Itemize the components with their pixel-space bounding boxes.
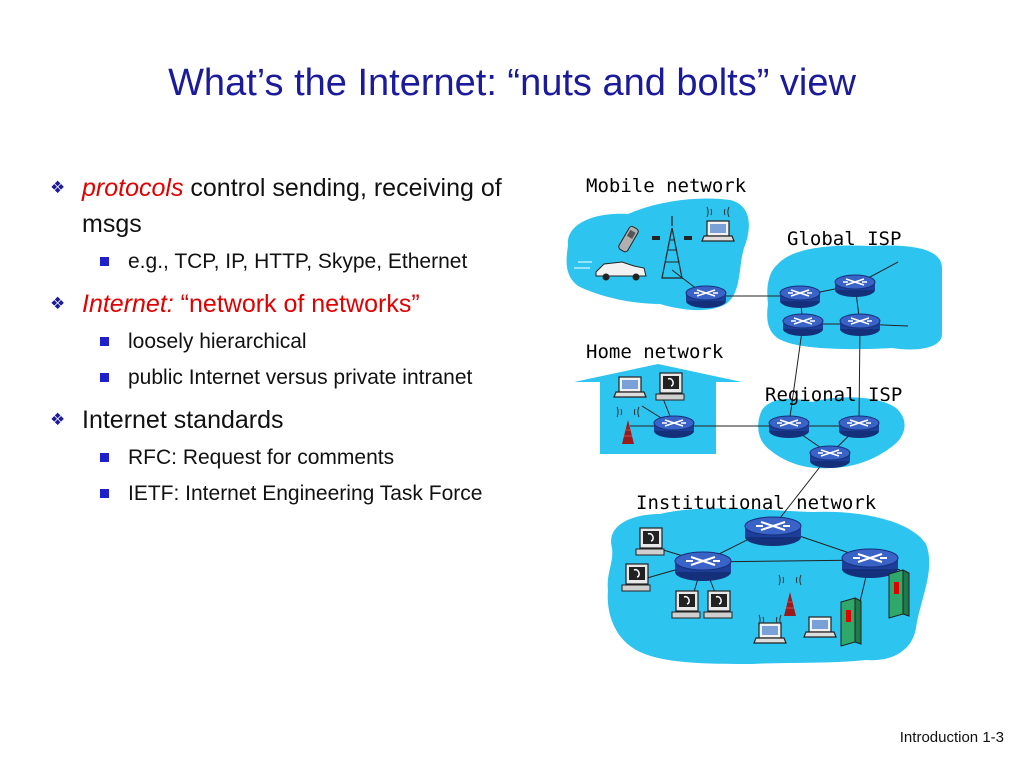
- desktop-icon: [704, 591, 732, 618]
- router-icon: [810, 446, 850, 468]
- router-icon: [835, 275, 875, 297]
- square-bullet-icon: [100, 453, 109, 462]
- sub-bullet-text: RFC: Request for comments: [128, 446, 395, 469]
- bullet-text: “network of networks”: [173, 290, 420, 318]
- diamond-bullet-icon: ❖: [50, 178, 66, 197]
- square-bullet-icon: [100, 373, 109, 382]
- server-icon: [841, 598, 861, 646]
- bullet-text: control sending, receiving of msgs: [82, 174, 502, 238]
- bullet-standards: [48, 402, 528, 438]
- router-icon: [780, 286, 820, 308]
- sub-bullet: [48, 441, 528, 474]
- desktop-icon: [656, 373, 684, 400]
- desktop-icon: [622, 564, 650, 591]
- sub-bullet-text: public Internet versus private intranet: [128, 366, 473, 389]
- bullet-lead: Internet:: [82, 290, 174, 318]
- square-bullet-icon: [100, 337, 109, 346]
- bullet-protocols: [48, 170, 528, 242]
- desktop-icon: [636, 528, 664, 555]
- global-isp-label: Global ISP: [787, 228, 902, 250]
- router-icon: [654, 416, 694, 438]
- slide-footer: Introduction 1-3: [899, 729, 1004, 746]
- bullet-text: Internet standards: [82, 406, 284, 434]
- laptop-icon: [614, 377, 646, 397]
- desktop-icon: [672, 591, 700, 618]
- diamond-bullet-icon: ❖: [50, 410, 66, 429]
- laptop-icon: [754, 623, 786, 643]
- sub-bullet: [48, 325, 528, 358]
- sub-bullet-text: loosely hierarchical: [128, 330, 307, 353]
- bullet-list: [48, 162, 528, 510]
- sub-bullet-text: IETF: Internet Engineering Task Force: [128, 482, 483, 505]
- router-icon: [686, 286, 726, 308]
- router-icon: [839, 416, 879, 438]
- home-network-house: [574, 364, 742, 454]
- router-icon: [745, 517, 801, 546]
- laptop-icon: [702, 221, 734, 241]
- router-icon: [769, 416, 809, 438]
- sub-bullet: [48, 477, 528, 510]
- institutional-network-label: Institutional network: [636, 492, 877, 514]
- router-icon: [840, 314, 880, 336]
- bullet-lead: protocols: [82, 174, 184, 202]
- sub-bullet: [48, 361, 528, 394]
- router-icon: [783, 314, 823, 336]
- square-bullet-icon: [100, 489, 109, 498]
- regional-isp-label: Regional ISP: [765, 384, 903, 406]
- bullet-internet: [48, 286, 528, 322]
- square-bullet-icon: [100, 257, 109, 266]
- network-diagram: [550, 160, 1024, 680]
- diamond-bullet-icon: ❖: [50, 294, 66, 313]
- sub-bullet: [48, 245, 528, 278]
- sub-bullet-text: e.g., TCP, IP, HTTP, Skype, Ethernet: [128, 250, 468, 273]
- slide-title: What’s the Internet: “nuts and bolts” view: [168, 62, 856, 104]
- mobile-network-label: Mobile network: [586, 175, 747, 197]
- home-network-label: Home network: [586, 341, 724, 363]
- laptop-icon: [804, 617, 836, 637]
- router-icon: [675, 552, 731, 581]
- server-icon: [889, 570, 909, 618]
